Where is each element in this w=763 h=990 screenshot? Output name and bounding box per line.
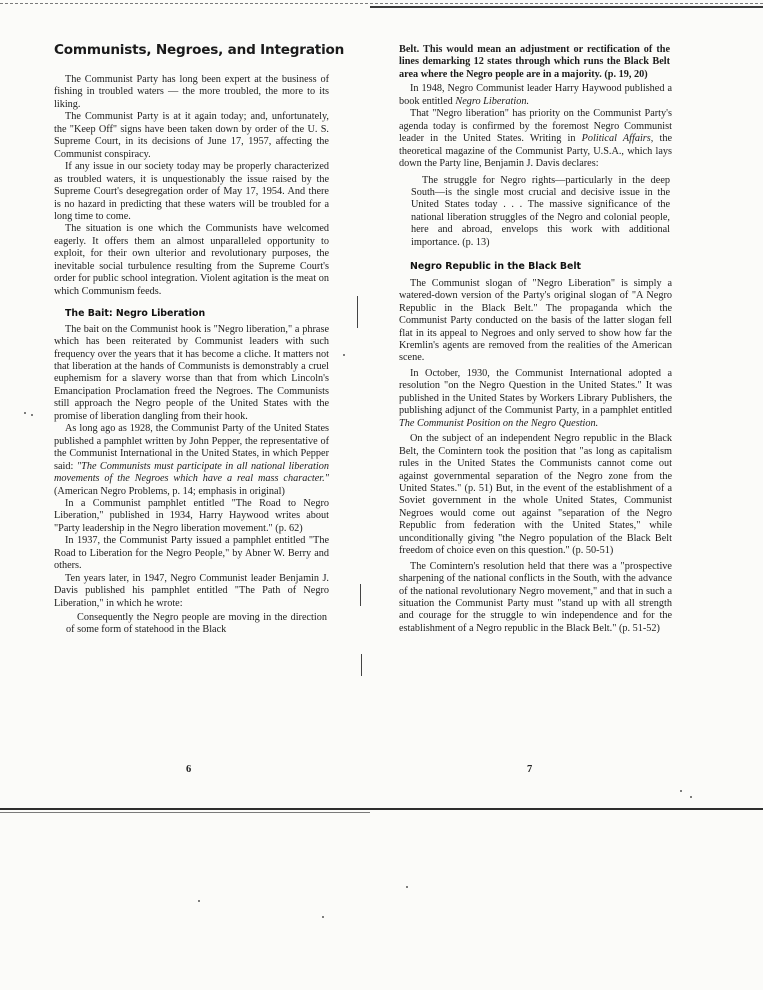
scan-speck: [690, 796, 692, 798]
right-paragraph-2-end: the theoretical magazine of the Communist Party, U.S.A., which lays down the Party line, Benjamin J. Davis declares:: [399, 133, 672, 170]
bait-paragraph-4: In 1937, the Communist Party issued a pamphlet entitled "The Road to Liberation for the Negro People," by Abner W. Berry and others.: [54, 535, 329, 572]
right-paragraph-1: [399, 83, 672, 108]
bait-paragraph-1: The bait on the Communist hook is "Negro liberation," a phrase which has been reiterated by Communist leaders with such frequency over the years that it has become a cliche. It matters not that liberation at the hands of Communists is demonstrably a cruel euphemism for a slavery worse than that from which Lincoln's Emancipation Proclamation freed the Negroes. The Communists still approach the Negro people of the United States with the promise of liberation dangling from their hook.: [54, 323, 329, 422]
column-divider-lower: [360, 584, 361, 606]
bait-paragraph-2-citation: (American Negro Problems, p. 14; emphasis in original): [54, 485, 285, 497]
davis-quote-start: Consequently the Negro people are moving in the direction of some form of statehood in the Black: [66, 612, 327, 636]
republic-paragraph-2-text: In October, 1930, the Communist International adopted a resolution "on the Negro Question in the United States." It was published in the United States by Workers Library Publishers, the publishing adjunct of the Communist Party, in a pamphlet entitled: [399, 367, 672, 417]
bait-paragraph-2-text: As long ago as 1928, the Communist Party of the United States published a pamphlet written by John Pepper, the representative of the Communist International in the United States, in which Pepper said:: [54, 423, 329, 472]
davis-quote-end-text: Belt. This would mean an adjustment or rectification of the lines demarking 12 states through which runs the Black Belt area where the Negro people are in a majority. (p. 19, 20): [399, 44, 670, 80]
pamphlet-title: The Communist Position on the Negro Question.: [399, 417, 599, 429]
subheading-bait: The Bait: Negro Liberation: [65, 308, 206, 320]
magazine-title: Political Affairs,: [581, 133, 654, 145]
book-title-negro-liberation: Negro Liberation.: [455, 95, 530, 107]
column-divider-bottom: [361, 654, 362, 676]
republic-paragraph-2: [399, 368, 672, 430]
column-divider-upper: [357, 296, 358, 328]
intro-paragraph-3: If any issue in our society today may be properly characterized as troubled waters, it is unquestionably the issue raised by the Supreme Court's desegregation order of May 17, 1954. And there is no hazard in predicting that these waters will be troubled for a long time to come.: [54, 161, 329, 222]
scan-speck: [343, 354, 345, 356]
left-column-text: [54, 74, 329, 637]
scan-edge-bottom-thin: [0, 812, 370, 813]
scan-speck: [198, 900, 200, 902]
scan-speck: [322, 916, 324, 918]
scan-speck: [24, 412, 26, 414]
davis-quote-2: The struggle for Negro rights—particularly in the deep South—is the single most crucial and decisive issue in the United States today . . . The massive significance of the national liberation struggles of the Negro and colonial people, here and abroad, envelops this work with additional importance. (p. 13): [411, 174, 670, 248]
intro-paragraph-4: The situation is one which the Communists have welcomed eagerly. It offers them an almost unparalleled opportunity to exploit, for their own ulterior and revolutionary purposes, the inevitable social turbulence resulting from the Supreme Court's order for public school integration. Violent agitation is the meat on which Communism feeds.: [54, 223, 329, 297]
page-number-left: 6: [186, 764, 192, 775]
bait-paragraph-3: In a Communist pamphlet entitled "The Road to Negro Liberation," published in 1934, Harry Haywood writes about "Party leadership in the Negro liberation movement." (p. 62): [54, 497, 329, 534]
scan-speck: [406, 886, 408, 888]
right-paragraph-2: [399, 108, 672, 170]
right-paragraph-1-text: In 1948, Negro Communist leader Harry Haywood published a book entitled: [399, 83, 672, 107]
intro-paragraph-2: The Communist Party is at it again today; and, unfortunately, the "Keep Off" signs have been taken down by order of the U. S. Supreme Court, in its decisions of June 17, 1957, affecting the Communist conspiracy.: [54, 111, 329, 160]
right-paragraph-2-text: That "Negro liberation" has priority on the Communist Party's agenda today is confirmed by the foremost Negro Communist leader in the United States. Writing in: [399, 108, 672, 145]
subheading-negro-republic: Negro Republic in the Black Belt: [410, 261, 582, 273]
republic-paragraph-3: On the subject of an independent Negro republic in the Black Belt, the Comintern took the position that "as long as capitalism rules in the United States the Communists cannot come out against governmental separation of the Negro zone from the United States." (p. 51) But, in the event of the establishment of a Soviet government in the whole United States, Communist Negroes would come out against "separation of the Negro Republic from federation with the United States," while unconditionally giving "the Negro population of the Black Belt freedom of choice even on this question." (p. 50-51): [399, 433, 672, 557]
bait-paragraph-5: Ten years later, in 1947, Negro Communist leader Benjamin J. Davis published his pamphlet entitled "The Path of Negro Liberation," in which he wrote:: [54, 572, 329, 609]
intro-paragraph-1: The Communist Party has long been expert at the business of fishing in troubled waters — the more troubled, the more to its liking.: [54, 74, 329, 110]
scan-speck: [31, 414, 33, 416]
scan-edge-top: [0, 3, 763, 4]
bait-paragraph-2: [54, 423, 329, 498]
republic-paragraph-1: The Communist slogan of "Negro Liberation" is simply a watered-down version of the Party's original slogan of "A Negro Republic in the Black Belt." The propaganda which the Communist Party conducted on the basis of the latter slogan fell flat in its appeal to Negroes and only served to show how far the Kremlin's agents are removed from the realities of the American scene.: [399, 277, 672, 364]
right-column-text: [399, 44, 672, 635]
scan-edge-bar: [370, 6, 763, 8]
scan-speck: [680, 790, 682, 792]
page-number-right: 7: [527, 764, 533, 775]
davis-quote-end: [399, 44, 670, 81]
page-title: Communists, Negroes, and Integration: [54, 42, 345, 58]
scan-edge-bottom: [0, 808, 763, 810]
republic-paragraph-4: The Comintern's resolution held that there was a "prospective sharpening of the national conflicts in the South, with the advance of the national revolutionary Negro movement," and that in such a situation the Communist Party must "stand up with all strength and courage for the struggle to win independence and for the establishment of a Negro republic in the Black Belt." (p. 51-52): [399, 560, 672, 634]
pepper-quote: "The Communists must participate in all national liberation movements of the Negroes which have a real mass character.": [54, 460, 330, 485]
